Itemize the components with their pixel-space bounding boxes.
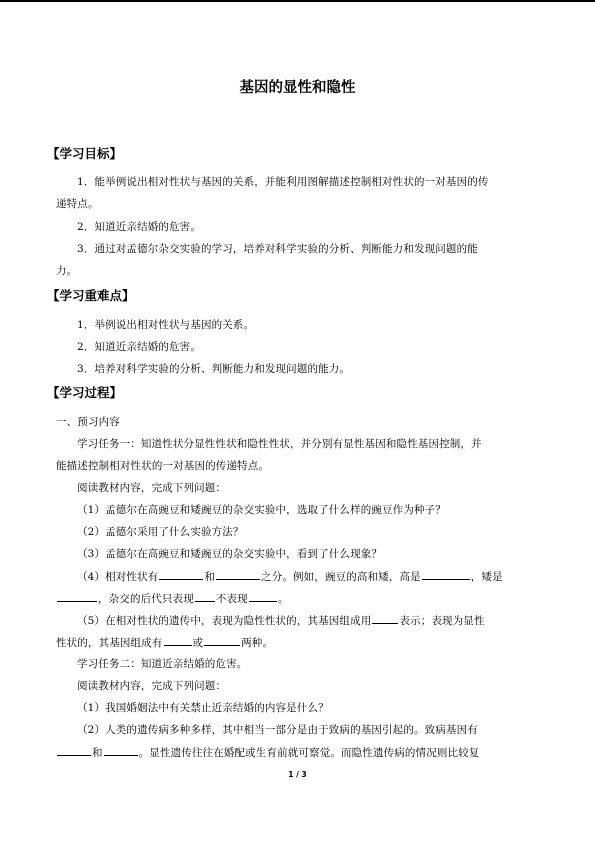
key-point-1: 1．举例说出相对性状与基因的关系。 (77, 319, 255, 331)
read-instruction-1: 阅读教材内容，完成下列问题： (77, 482, 227, 494)
question-5-line-1 (77, 613, 485, 628)
process-heading: 【学习过程】 (47, 385, 123, 400)
top-rule (0, 0, 595, 2)
question-6: （1）我国婚姻法中有关禁止近亲结婚的内容是什么？ (77, 702, 329, 714)
fill-blank[interactable] (216, 569, 260, 580)
objective-1-line-2: 递特点。 (56, 198, 99, 210)
question-5-text-e: 两种。 (241, 637, 274, 649)
fill-blank[interactable] (249, 591, 277, 602)
question-4-text-c: 之分。例如，豌豆的高和矮，高是 (261, 571, 421, 583)
question-4-text-a: （4）相对性状有 (77, 571, 159, 583)
document-title: 基因的显性和隐性 (239, 80, 356, 96)
fill-blank[interactable] (159, 569, 203, 580)
question-4-line-1 (77, 569, 503, 584)
question-7-line-2 (56, 745, 479, 760)
fill-blank[interactable] (372, 613, 398, 624)
key-points-heading: 【学习重难点】 (47, 288, 135, 303)
question-5-text-d: 或 (192, 637, 204, 649)
question-2: （2）孟德尔采用了什么实验方法？ (77, 526, 244, 538)
question-4-text-d: ，矮是 (470, 571, 503, 583)
key-point-3: 3．培养对科学实验的分析、判断能力和发现问题的能力。 (77, 363, 351, 375)
objective-1-line-1: 1．能举例说出相对性状与基因的关系，并能利用图解描述控制相对性状的一对基因的传 (77, 176, 489, 188)
question-7-text-b: 和 (92, 747, 103, 759)
question-7-line-1: （2）人类的遗传病多种多样，其中相当一部分是由于致病的基因引起的。致病基因有 (77, 724, 478, 736)
fill-blank[interactable] (104, 745, 138, 756)
question-5-line-2 (56, 635, 273, 650)
task-1-line-2: 能描述控制相对性状的一对基因的传递特点。 (56, 460, 269, 472)
section-preview: 一、预习内容 (56, 416, 120, 428)
objective-3-line-2: 力。 (56, 265, 78, 277)
question-4-text-f: 不表现 (215, 593, 248, 605)
fill-blank[interactable] (164, 635, 192, 646)
question-5-text-b: 表示；表现为显性 (399, 615, 485, 627)
fill-blank[interactable] (57, 591, 97, 602)
question-5-text-a: （5）在相对性状的遗传中，表现为隐性性状的，其基因组成用 (77, 615, 372, 627)
question-1: （1）孟德尔在高豌豆和矮豌豆的杂交实验中，选取了什么样的豌豆作为种子？ (77, 504, 446, 516)
key-point-2: 2．知道近亲结婚的危害。 (77, 341, 201, 353)
task-1-line-1: 学习任务一：知道性状分显性性状和隐性性状，并分别有显性基因和隐性基因控制，并 (77, 438, 482, 450)
page-number: 1 / 3 (288, 770, 307, 779)
objective-3-line-1: 3．通过对孟德尔杂交实验的学习，培养对科学实验的分析、判断能力和发现问题的能 (77, 243, 478, 255)
fill-blank[interactable] (195, 591, 215, 602)
fill-blank[interactable] (204, 635, 240, 646)
question-4-text-e: ，杂交的后代只表现 (98, 593, 194, 605)
task-2: 学习任务二：知道近亲结婚的危害。 (77, 658, 248, 670)
objective-2: 2．知道近亲结婚的危害。 (77, 221, 201, 233)
fill-blank[interactable] (57, 745, 91, 756)
fill-blank[interactable] (422, 569, 470, 580)
question-4-text-b: 和 (204, 571, 216, 583)
read-instruction-2: 阅读教材内容，完成下列问题： (77, 680, 227, 692)
question-5-text-c: 性状的，其基因组成有 (56, 637, 163, 649)
question-3: （3）孟德尔在高豌豆和矮豌豆的杂交实验中，看到了什么现象？ (77, 548, 383, 560)
question-7-text-c: 。显性遗传往往在婚配或生育前就可察觉。而隐性遗传病的情况则比较复 (138, 747, 480, 759)
objectives-heading: 【学习目标】 (47, 146, 123, 161)
question-4-line-2 (56, 591, 288, 606)
question-4-text-g: 。 (277, 593, 289, 605)
